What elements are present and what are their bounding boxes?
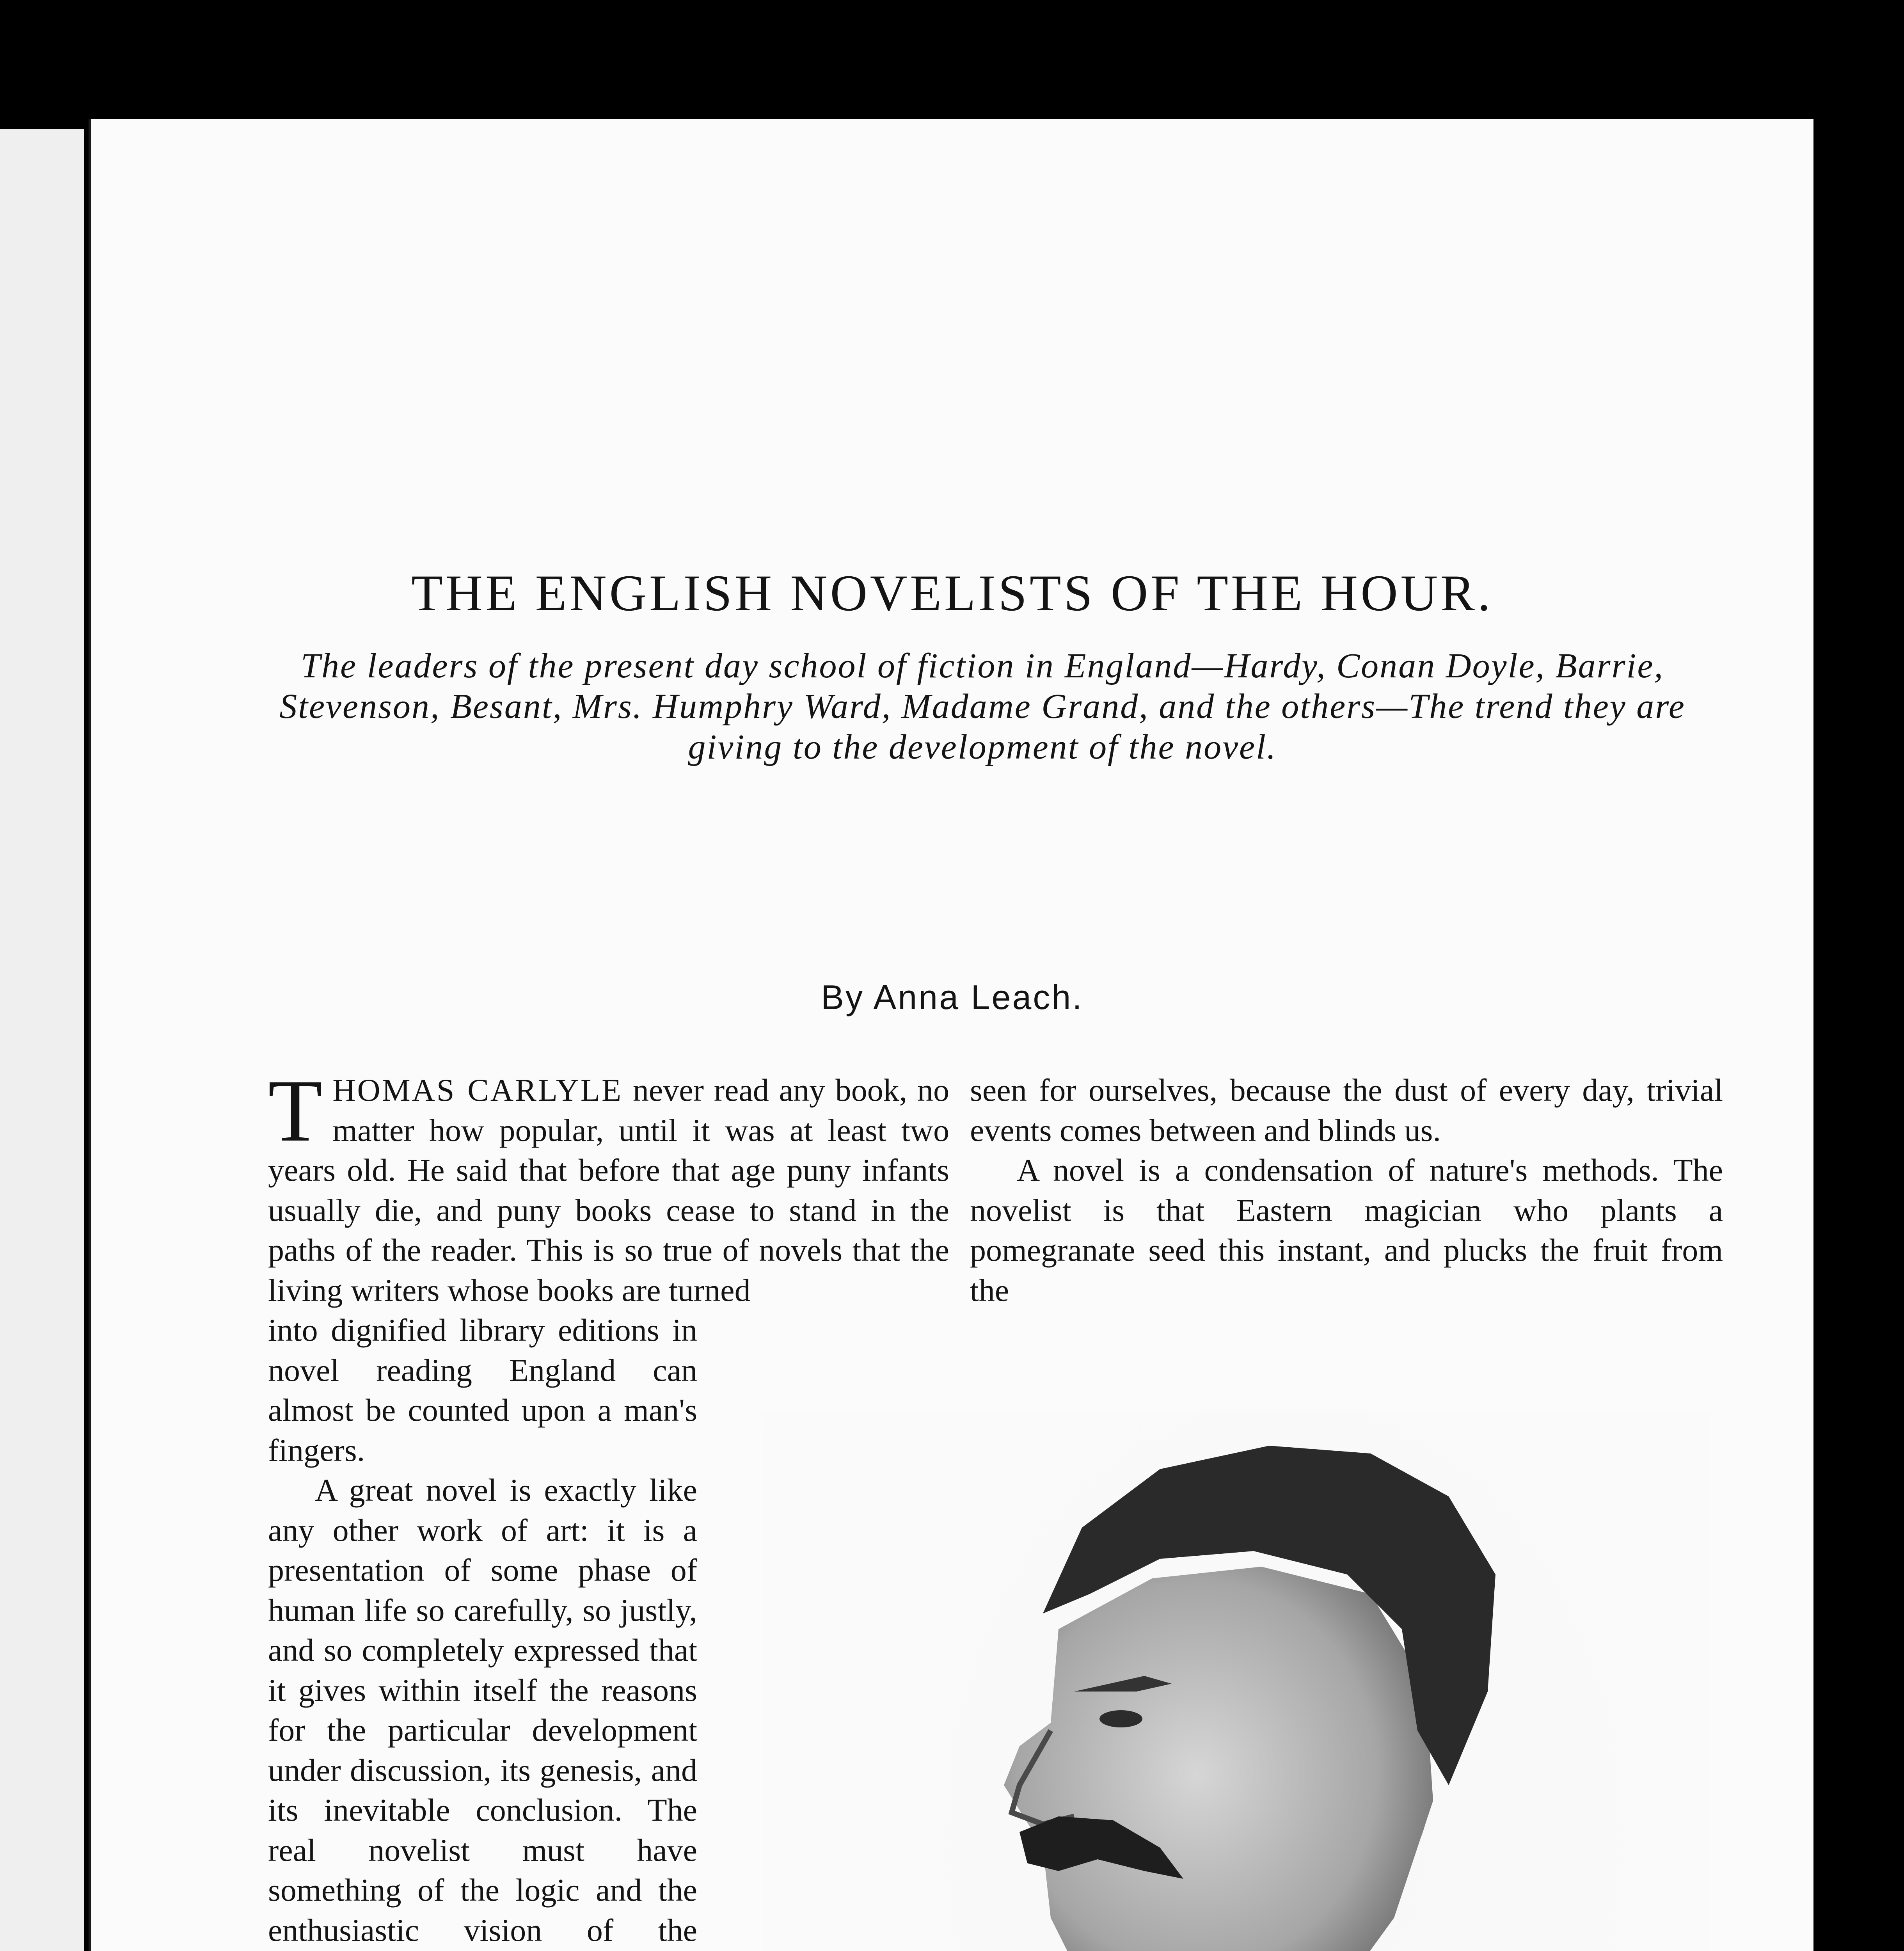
opening-name: HOMAS CARLYLE bbox=[332, 1072, 623, 1108]
magazine-page bbox=[89, 119, 1813, 1951]
paragraph-1 bbox=[268, 1062, 949, 1310]
drop-cap: T bbox=[268, 1062, 323, 1160]
article-byline: By Anna Leach. bbox=[821, 978, 1083, 1016]
right-text-column bbox=[970, 1070, 1723, 1310]
article-title: THE ENGLISH NOVELISTS OF THE HOUR. bbox=[411, 564, 1493, 622]
paragraph-1-continued: into dignified library editions in novel reading England can almost be counted upon a man's fingers. bbox=[268, 1312, 697, 1468]
right-paragraph-2: A novel is a condensation of nature's methods. The novelist is that Eastern magician who plants a pomegranate seed this instant, and plucks the fruit from the bbox=[970, 1152, 1723, 1308]
adjacent-page-edge bbox=[0, 129, 84, 1951]
article-subtitle: The leaders of the present day school of fiction in England—Hardy, Conan Doyle, Barrie, Stevenson, Besant, Mrs. Humphry Ward, Madame Grand, and the others—The trend they are giving to the development of the novel. bbox=[279, 647, 1686, 766]
paragraph-2: A great novel is exactly like any other work of art: it is a presentation of some phase of human life so carefully, so justly, and so completely expressed that it gives within itself the reasons for the particular development under discussion, its genesis, and its inevitable conclusion. The real novelist must have something of the logic and the enthusiastic vision of the bbox=[268, 1472, 697, 1948]
portrait-photograph bbox=[762, 1411, 1710, 1951]
paragraph-1-text: never read any book, no matter how popular, until it was at least two years old. He said that before that age puny infants usually die, and puny books cease to stand in the paths of the reader. This is so true of novels that the living writers whose books are turned bbox=[268, 1072, 949, 1308]
right-paragraph-1: seen for ourselves, because the dust of every day, trivial events comes between and blinds us. bbox=[970, 1072, 1723, 1148]
